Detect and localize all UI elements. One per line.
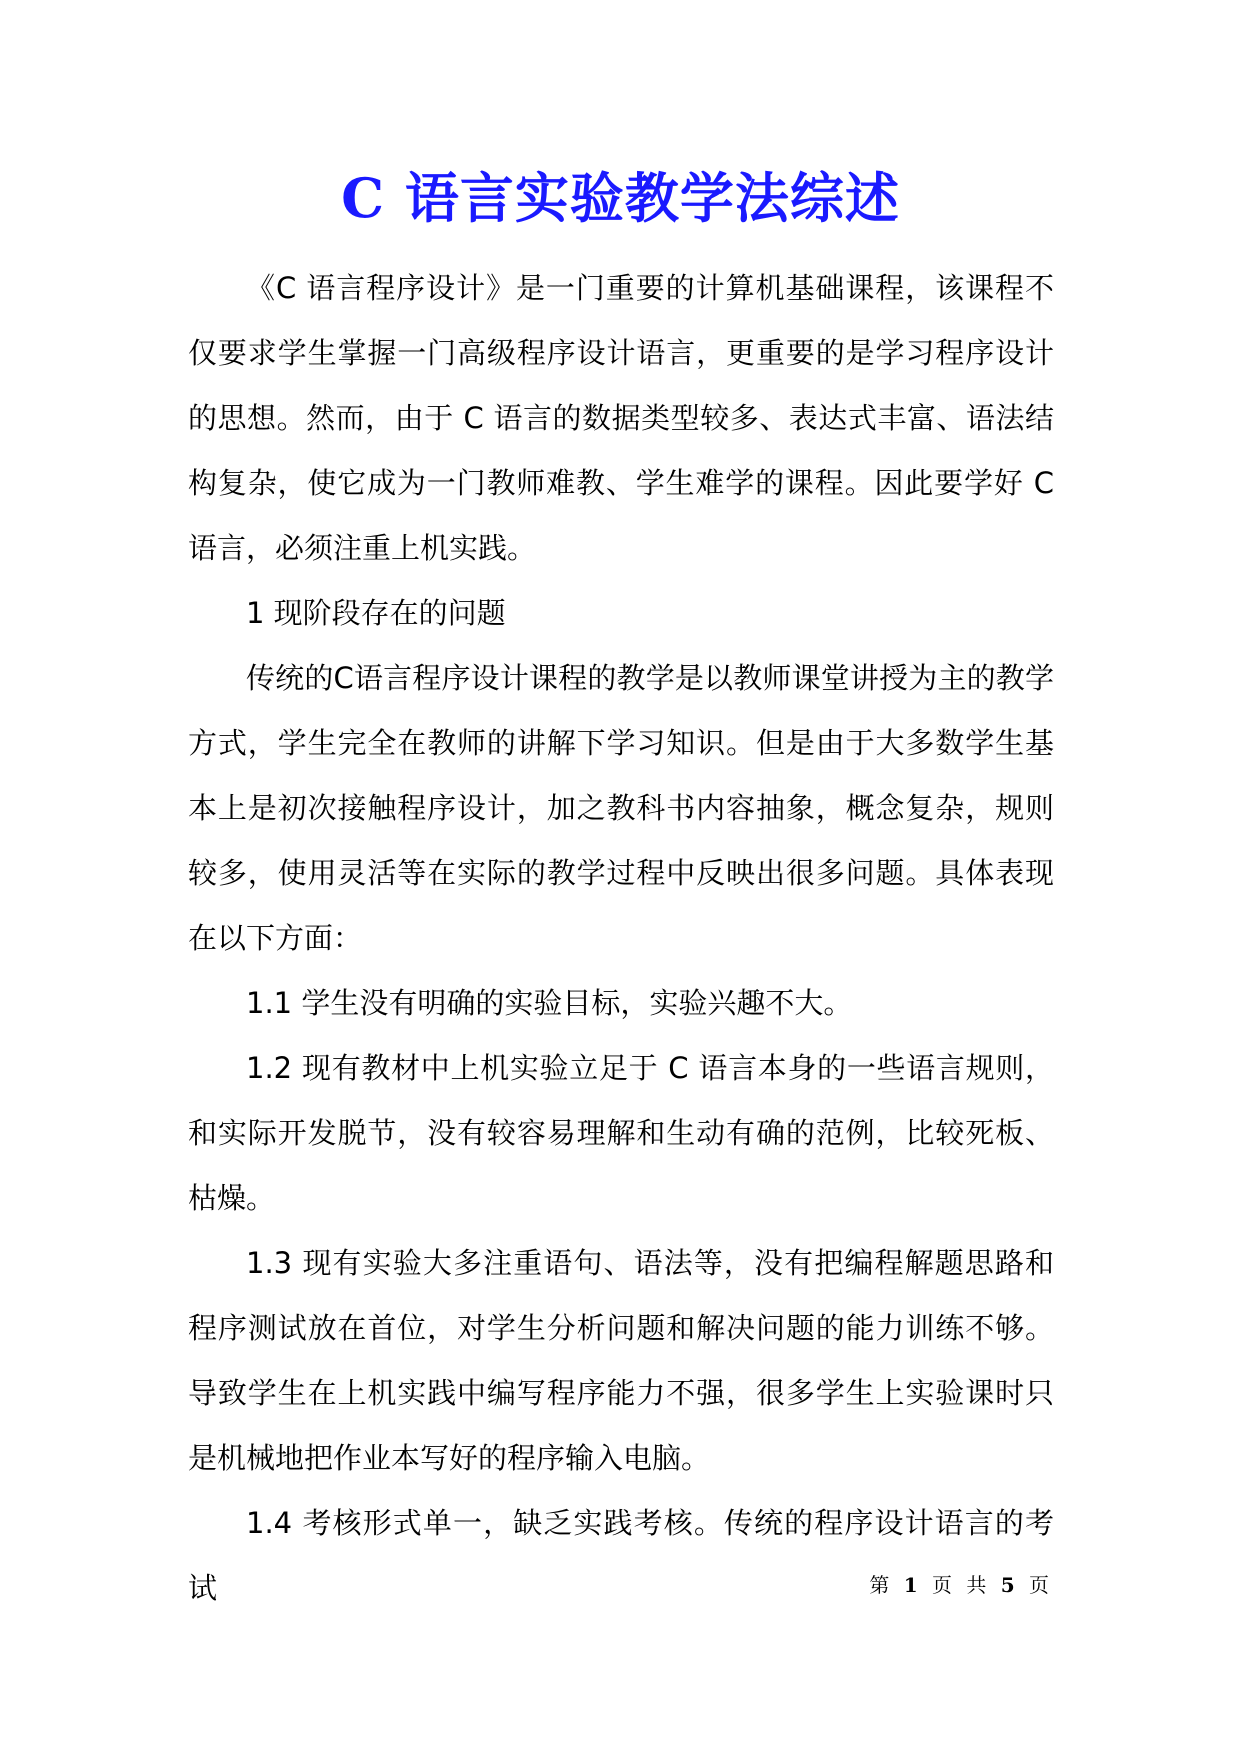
footer-prefix: 第 [869, 1573, 894, 1597]
footer-middle: 页 共 [932, 1573, 991, 1597]
footer-total-pages: 5 [1000, 1573, 1019, 1597]
paragraph-intro: 《C 语言程序设计》是一门重要的计算机基础课程，该课程不仅要求学生掌握一门高级程序设计语言，更重要的是学习程序设计的思想。然而，由于 C 语言的数据类型较多、表达式丰富、语法结构复杂，使它成为一门教师难教、学生难学的课程。因此要学好 C 语言，必须注重上机实践。 [188, 271, 1054, 565]
document-body [188, 256, 1054, 1621]
footer-suffix: 页 [1029, 1573, 1053, 1597]
section-heading-1: 1 现阶段存在的问题 [246, 596, 506, 630]
paragraph-traditional-teaching: 传统的C语言程序设计课程的教学是以教师课堂讲授为主的教学方式，学生完全在教师的讲解下学习知识。但是由于大多数学生基本上是初次接触程序设计，加之教科书内容抽象，概念复杂，规则较多，使用灵活等在实际的教学过程中反映出很多问题。具体表现在以下方面： [188, 661, 1054, 955]
footer-current-page: 1 [903, 1573, 922, 1597]
list-item-1-3: 1.3 现有实验大多注重语句、语法等，没有把编程解题思路和程序测试放在首位，对学生分析问题和解决问题的能力训练不够。导致学生在上机实践中编写程序能力不强，很多学生上实验课时只是机械地把作业本写好的程序输入电脑。 [188, 1246, 1054, 1475]
page-footer [869, 1569, 1053, 1598]
list-item-1-4: 1.4 考核形式单一，缺乏实践考核。传统的程序设计语言的考试 [188, 1506, 1054, 1605]
list-item-1-1: 1.1 学生没有明确的实验目标，实验兴趣不大。 [246, 986, 853, 1020]
document-title: C 语言实验教学法综述 [341, 166, 900, 230]
list-item-1-2: 1.2 现有教材中上机实验立足于 C 语言本身的一些语言规则，和实际开发脱节，没有较容易理解和生动有确的范例，比较死板、枯燥。 [188, 1051, 1054, 1215]
